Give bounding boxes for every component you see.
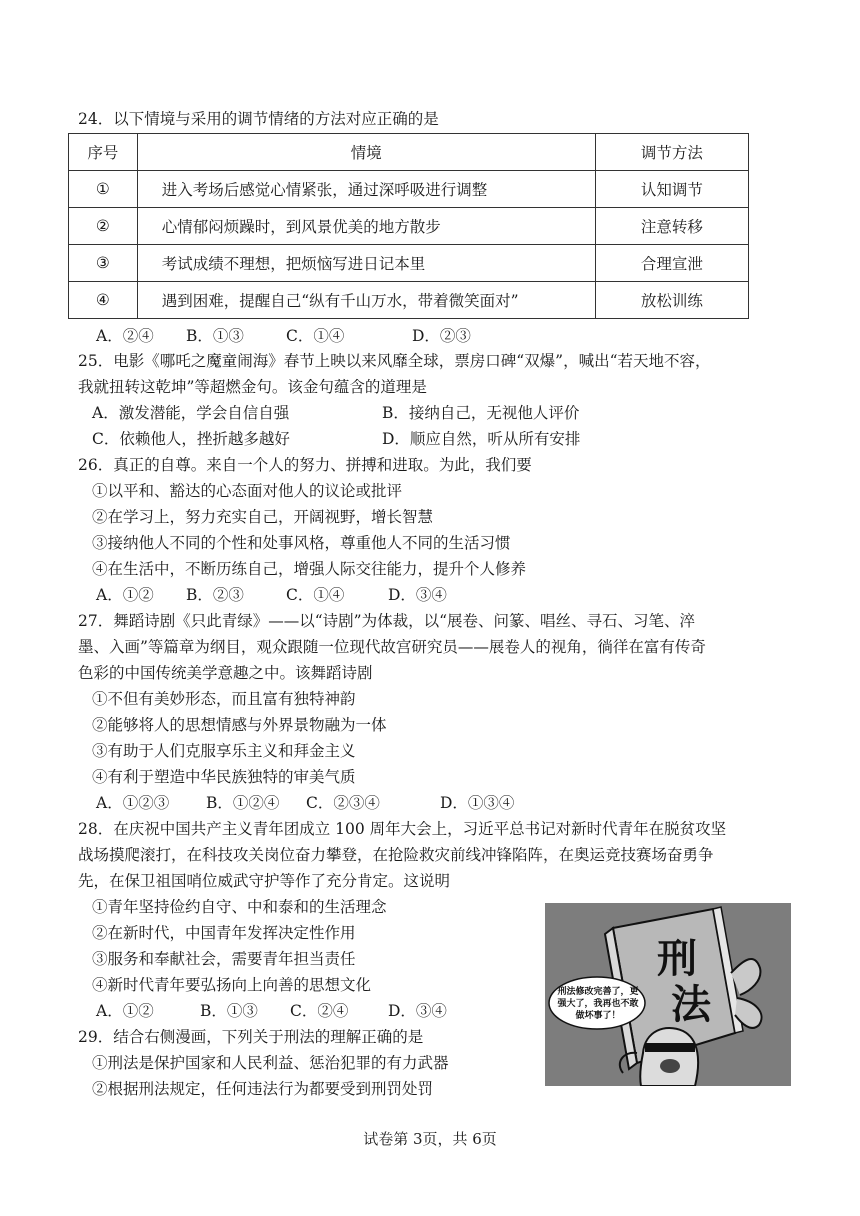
header-situation: 情境 [137, 134, 595, 171]
row-situation: 心情郁闷烦躁时，到风景优美的地方散步 [137, 208, 595, 245]
q24-stem: 24．以下情境与采用的调节情绪的方法对应正确的是 [78, 110, 439, 128]
q28-item-3: ③服务和奉献社会，需要青年担当责任 [92, 950, 356, 968]
q24-table [68, 133, 749, 319]
table-row [69, 208, 749, 245]
q26-stem: 26．真正的自尊。来自一个人的努力、拼搏和进取。为此，我们要 [78, 456, 532, 474]
q24-option-a: A．②④ [96, 327, 154, 345]
row-method: 合理宣泄 [595, 245, 748, 282]
row-situation: 进入考场后感觉心情紧张，通过深呼吸进行调整 [137, 171, 595, 208]
book-title-char-1: 刑 [657, 935, 697, 982]
q26-item-3: ③接纳他人不同的个性和处事风格，尊重他人不同的生活习惯 [92, 534, 511, 552]
q27-item-2: ②能够将人的思想情感与外界景物融为一体 [92, 716, 387, 734]
q27-item-3: ③有助于人们克服享乐主义和拜金主义 [92, 742, 356, 760]
header-method: 调节方法 [595, 134, 748, 171]
table-header-row [69, 134, 749, 171]
q27-stem-line-1: 27．舞蹈诗剧《只此青绿》——以“诗剧”为体裁，以“展卷、问篆、唱丝、寻石、习笔、淬 [78, 612, 695, 630]
q27-stem-line-2: 墨、入画”等篇章为纲目，观众跟随一位现代故宫研究员——展卷人的视角，徜徉在富有传奇 [78, 638, 706, 656]
q27-item-1: ①不但有美妙形态，而且富有独特神韵 [92, 690, 356, 708]
q28-option-d: D．③④ [388, 1002, 447, 1020]
row-situation: 遇到困难，提醒自己“纵有千山万水，带着微笑面对” [137, 282, 595, 319]
q28-stem-line-2: 战场摸爬滚打，在科技攻关岗位奋力攀登，在抢险救灾前线冲锋陷阵，在奥运竞技赛场奋勇争 [78, 846, 714, 864]
table-row [69, 282, 749, 319]
q29-item-2: ②根据刑法规定，任何违法行为都要受到刑罚处罚 [92, 1080, 434, 1098]
criminal-law-cartoon [545, 903, 791, 1086]
q26-option-c: C．①④ [286, 586, 345, 604]
q29-stem: 29．结合右侧漫画，下列关于刑法的理解正确的是 [78, 1028, 424, 1046]
table-row [69, 171, 749, 208]
row-situation: 考试成绩不理想，把烦恼写进日记本里 [137, 245, 595, 282]
page-footer: 试卷第 3页，共 6页 [363, 1130, 497, 1148]
q27-option-d: D．①③④ [440, 794, 515, 812]
q29-item-1: ①刑法是保护国家和人民利益、惩治犯罪的有力武器 [92, 1054, 449, 1072]
q25-option-c: C．依赖他人，挫折越多越好 [92, 430, 290, 448]
q25-stem-line-1: 25．电影《哪吒之魔童闹海》春节上映以来风靡全球，票房口碑“双爆”，喊出“若天地不容， [78, 352, 711, 370]
q28-option-a: A．①② [96, 1002, 154, 1020]
q26-option-a: A．①② [96, 586, 154, 604]
q25-stem-line-2: 我就扭转这乾坤”等超燃金句。该金句蕴含的道理是 [78, 378, 427, 396]
q27-stem-line-3: 色彩的中国传统美学意趣之中。该舞蹈诗剧 [78, 664, 373, 682]
row-no: ③ [69, 245, 138, 282]
q28-item-1: ①青年坚持俭约自守、中和泰和的生活理念 [92, 898, 387, 916]
q25-option-a: A．激发潜能，学会自信自强 [92, 404, 290, 422]
q26-item-2: ②在学习上，努力充实自己，开阔视野，增长智慧 [92, 508, 434, 526]
row-method: 认知调节 [595, 171, 748, 208]
q25-option-d: D．顺应自然，听从所有安排 [382, 430, 581, 448]
q28-stem-line-3: 先，在保卫祖国哨位威武守护等作了充分肯定。这说明 [78, 872, 451, 890]
q26-item-4: ④在生活中，不断历练自己，增强人际交往能力，提升个人修养 [92, 560, 527, 578]
table-row [69, 245, 749, 282]
q27-item-4: ④有利于塑造中华民族独特的审美气质 [92, 768, 356, 786]
q28-item-4: ④新时代青年要弘扬向上向善的思想文化 [92, 976, 372, 994]
q27-option-c: C．②③④ [306, 794, 380, 812]
q28-option-b: B．①③ [200, 1002, 258, 1020]
q27-option-b: B．①②④ [206, 794, 280, 812]
row-no: ② [69, 208, 138, 245]
speech-bubble-text: 刑法修改完善了，更强大了，我再也不敢做坏事了！ [557, 987, 639, 1021]
row-no: ④ [69, 282, 138, 319]
q24-option-c: C．①④ [286, 327, 345, 345]
q24-option-d: D．②③ [412, 327, 471, 345]
row-no: ① [69, 171, 138, 208]
q26-option-b: B．②③ [186, 586, 244, 604]
header-no: 序号 [69, 134, 138, 171]
row-method: 注意转移 [595, 208, 748, 245]
q28-option-c: C．②④ [290, 1002, 349, 1020]
book-title-char-2: 法 [671, 981, 711, 1028]
q28-item-2: ②在新时代，中国青年发挥决定性作用 [92, 924, 356, 942]
q26-item-1: ①以平和、豁达的心态面对他人的议论或批评 [92, 482, 403, 500]
q27-option-a: A．①②③ [96, 794, 170, 812]
row-method: 放松训练 [595, 282, 748, 319]
q24-option-b: B．①③ [186, 327, 244, 345]
q26-option-d: D．③④ [388, 586, 447, 604]
q28-stem-line-1: 28．在庆祝中国共产主义青年团成立 100 周年大会上，习近平总书记对新时代青年在脱贫攻坚 [78, 820, 727, 838]
q25-option-b: B．接纳自己，无视他人评价 [382, 404, 580, 422]
